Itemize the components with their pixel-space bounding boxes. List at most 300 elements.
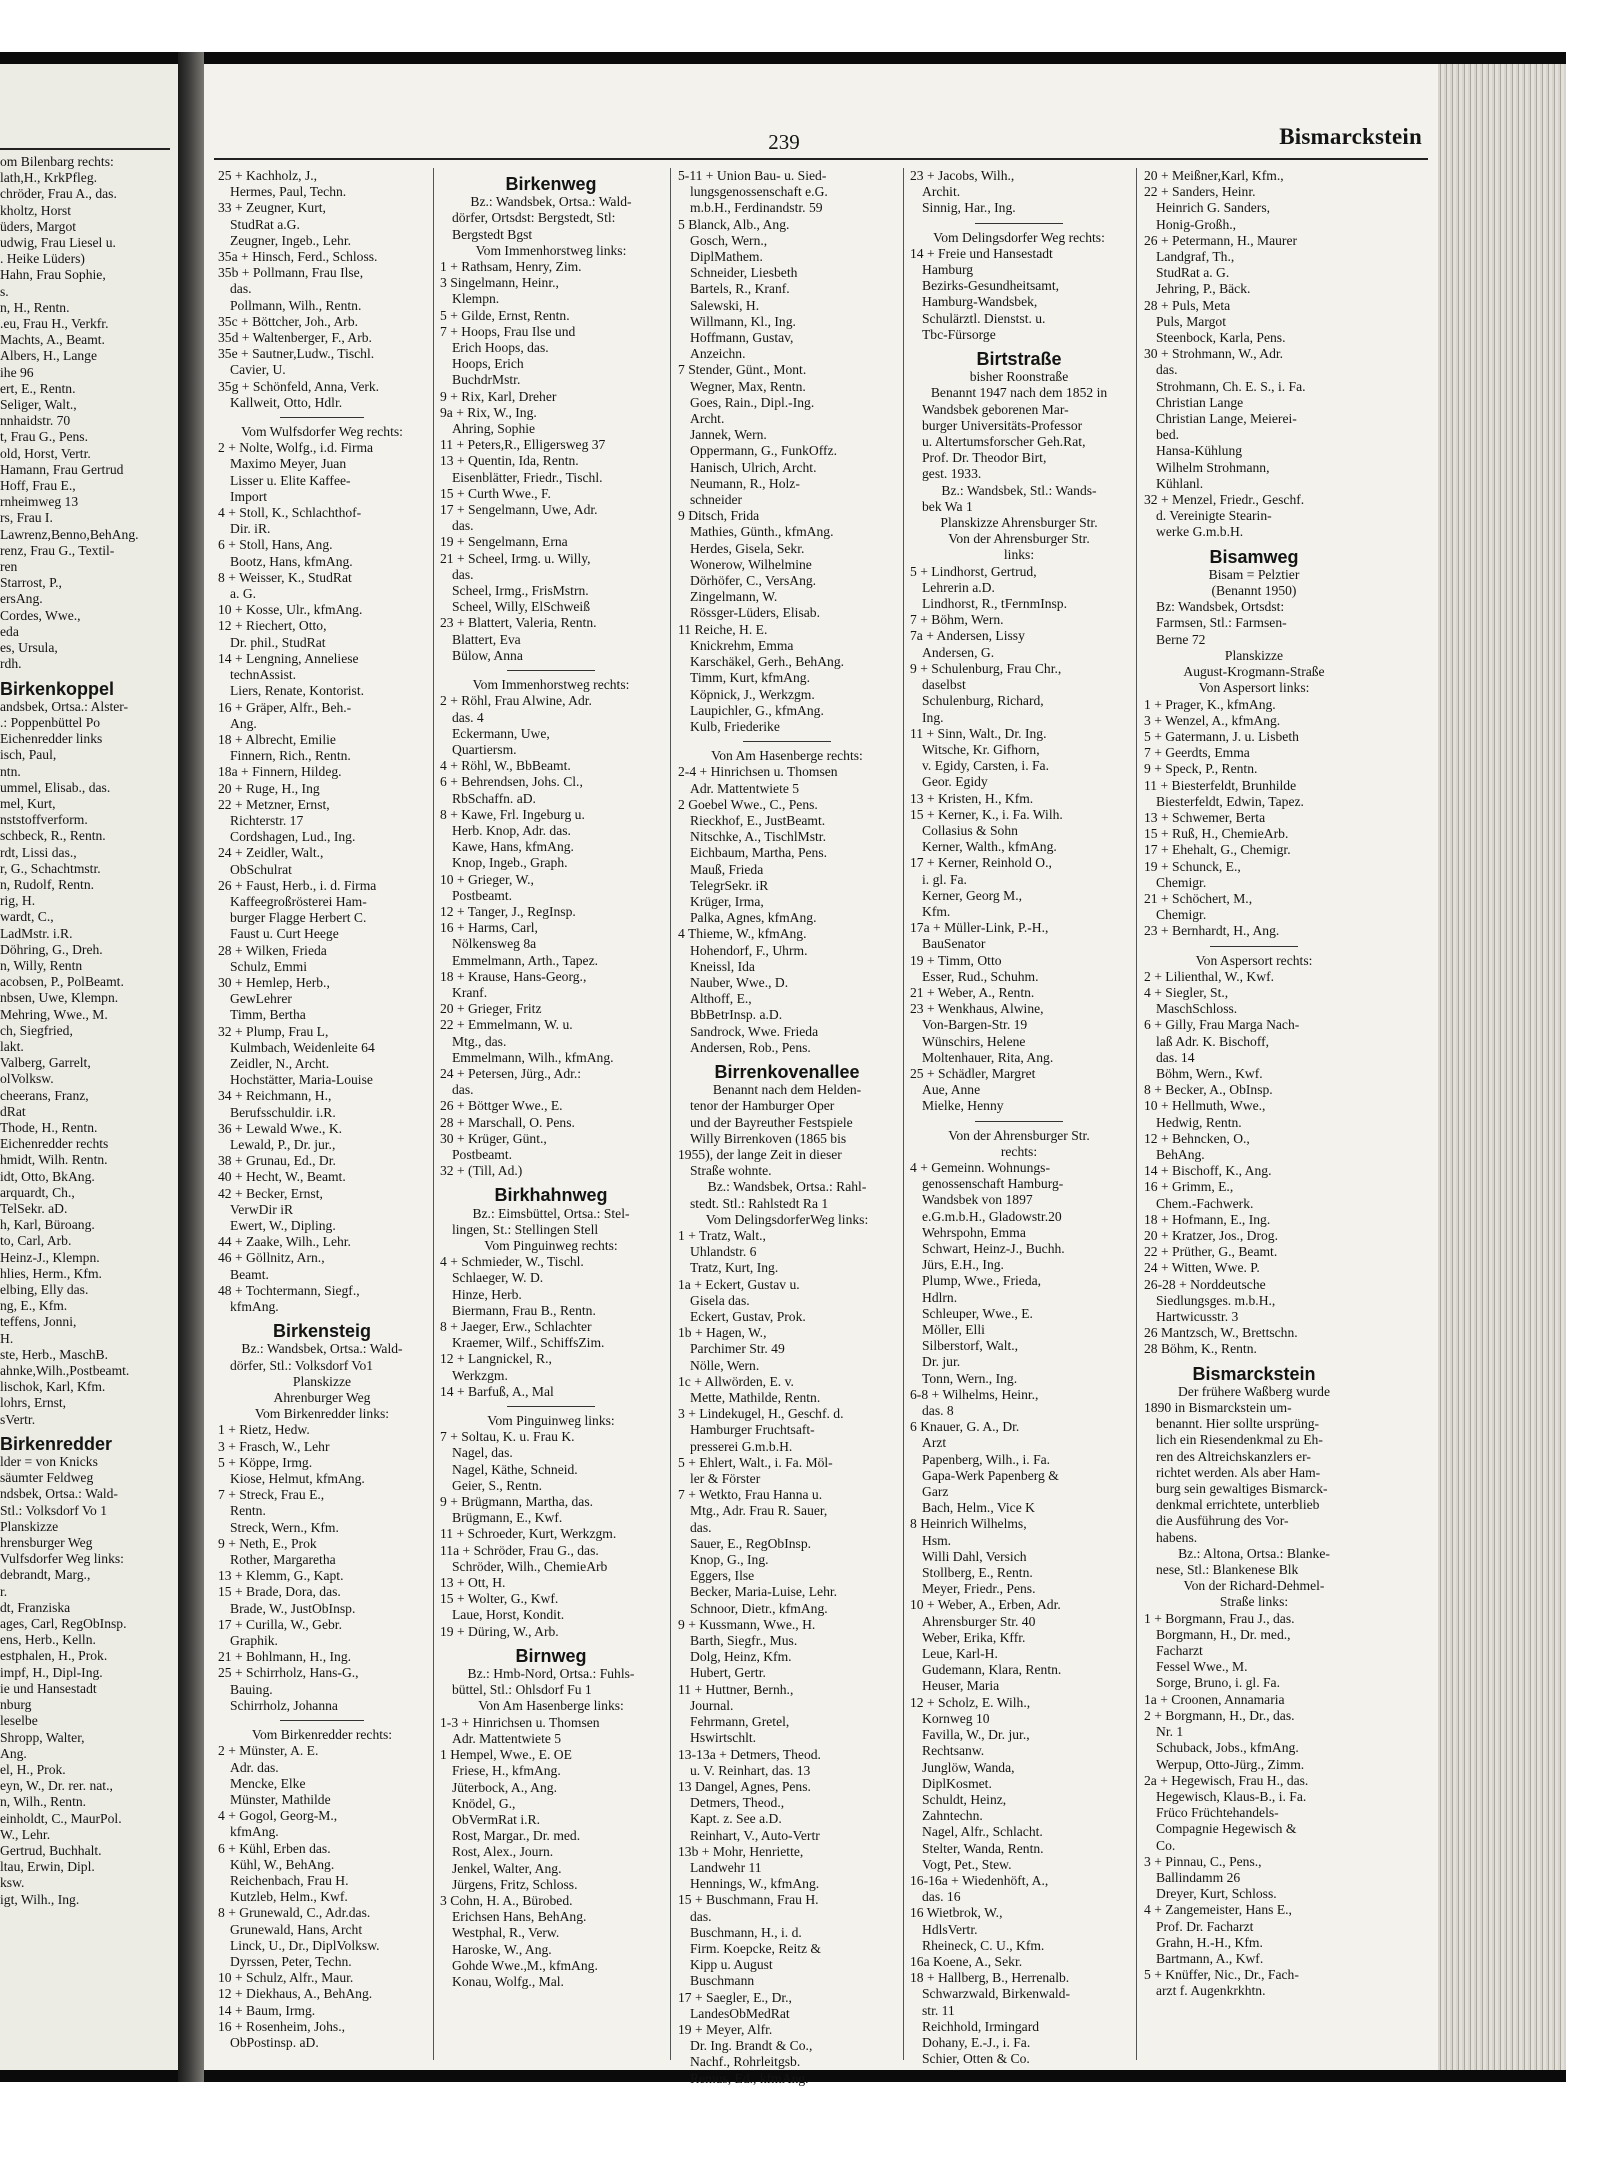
- directory-entry: 2 + Münster, A. E.: [218, 1743, 319, 1759]
- directory-entry: daselbst: [922, 677, 966, 693]
- directory-entry: Zingelmann, W.: [690, 589, 778, 605]
- directory-entry: Lawrenz,Benno,BehAng.: [0, 526, 139, 542]
- directory-entry: Tonn, Wern., Ing.: [922, 1370, 1018, 1386]
- directory-entry: 2 + Röhl, Frau Alwine, Adr.: [440, 693, 592, 709]
- directory-entry: Wonerow, Wilhelmine: [690, 556, 812, 572]
- directory-entry: Hegewisch, Klaus-B., i. Fa.: [1156, 1788, 1307, 1804]
- directory-entry: ndsbek, Ortsa.: Wald-: [0, 1486, 118, 1502]
- directory-entry: Mehring, Wwe., M.: [0, 1006, 108, 1022]
- directory-entry: ntn.: [0, 763, 21, 779]
- directory-entry: nbsen, Uwe, Klempn.: [0, 990, 119, 1006]
- directory-entry: 21 + Schöchert, M.,: [1144, 890, 1253, 906]
- directory-entry: Von Am Hasenberge links:: [478, 1698, 624, 1714]
- directory-entry: 35e + Sautner,Ludw., Tischl.: [218, 346, 375, 362]
- directory-entry: Mette, Mathilde, Rentn.: [690, 1390, 821, 1406]
- directory-entry: Sauer, E., RegObInsp.: [690, 1535, 812, 1551]
- directory-entry: Christian Lange, Meierei-: [1156, 411, 1297, 427]
- directory-entry: h, Karl, Büroang.: [0, 1217, 95, 1233]
- directory-entry: Friese, H., kfmAng.: [452, 1763, 561, 1779]
- directory-entry: denkmal errichtete, unterblieb: [1156, 1497, 1320, 1513]
- directory-entry: 9 + Brügmann, Martha, das.: [440, 1494, 594, 1510]
- directory-entry: 13 + Klemm, G., Kapt.: [218, 1568, 344, 1584]
- directory-entry: Hubert, Gertr.: [690, 1665, 766, 1681]
- directory-entry: Junglöw, Wanda,: [922, 1759, 1015, 1775]
- directory-entry: Liers, Renate, Kontorist.: [230, 683, 365, 699]
- directory-entry: Vom Delingsdorfer Weg rechts:: [933, 229, 1105, 245]
- left-page-rule: [0, 148, 170, 150]
- directory-entry: Klempn.: [452, 291, 500, 307]
- book-spine: [178, 52, 204, 2082]
- directory-entry: 33 + Zeugner, Kurt,: [218, 200, 326, 216]
- directory-entry: Kerner, Walth., kfmAng.: [922, 839, 1057, 855]
- directory-entry: bisher Roonstraße: [969, 369, 1069, 385]
- directory-entry: MaschSchloss.: [1156, 1001, 1238, 1017]
- directory-entry: Nagel, Käthe, Schneid.: [452, 1461, 578, 1477]
- directory-entry: Thode, H., Rentn.: [0, 1119, 98, 1135]
- directory-entry: Postbeamt.: [452, 1146, 513, 1162]
- directory-entry: 11a + Schröder, Frau G., das.: [440, 1542, 599, 1558]
- running-head: Bismarckstein: [1279, 124, 1422, 149]
- directory-entry: Dyrssen, Peter, Techn.: [230, 1953, 352, 1969]
- directory-entry: Landwehr 11: [690, 1859, 762, 1875]
- directory-entry: u. V. Reinhart, das. 13: [690, 1762, 811, 1778]
- directory-entry: Erich Hoops, das.: [452, 340, 549, 356]
- directory-entry: Meyer, Friedr., Pens.: [922, 1581, 1036, 1597]
- directory-entry: Kallweit, Otto, Hdlr.: [230, 394, 343, 410]
- directory-entry: 8 + Kawe, Frl. Ingeburg u.: [440, 806, 585, 822]
- directory-entry: Jenkel, Walter, Ang.: [452, 1860, 562, 1876]
- directory-entry: Laue, Horst, Kondit.: [452, 1607, 565, 1623]
- directory-entry: schbeck, R., Rentn.: [0, 828, 106, 844]
- directory-entry: Hochstätter, Maria-Louise: [230, 1072, 373, 1088]
- directory-entry: 35a + Hinsch, Ferd., Schloss.: [218, 249, 378, 265]
- directory-entry: 2 Goebel Wwe., C., Pens.: [678, 796, 818, 812]
- directory-entry: e.G.m.b.H., Gladowstr.20: [922, 1208, 1062, 1224]
- directory-entry: Vom Birkenredder links:: [254, 1406, 390, 1422]
- directory-entry: u. Altertumsforscher Geh.Rat,: [922, 434, 1086, 450]
- directory-entry: Willi Dahl, Versich: [922, 1548, 1027, 1564]
- directory-entry: Scheel, Irmg., FrisMstrn.: [452, 583, 589, 599]
- directory-entry: Palka, Agnes, kfmAng.: [690, 910, 817, 926]
- directory-entry: Beamt.: [230, 1266, 269, 1282]
- section-divider: [743, 741, 830, 742]
- directory-entry: Ballindamm 26: [1156, 1869, 1241, 1885]
- page-number: 239: [768, 130, 800, 154]
- directory-entry: hmidt, Wilh. Rentn.: [0, 1152, 108, 1168]
- directory-entry: ste, Herb., MaschB.: [0, 1346, 108, 1362]
- directory-entry: Schulenburg, Richard,: [922, 693, 1044, 709]
- directory-entry: technAssist.: [230, 667, 297, 683]
- directory-entry: lakt.: [0, 1038, 24, 1054]
- directory-entry: Jürs, E.H., Ing.: [922, 1257, 1004, 1273]
- directory-entry: Buschmann, H., i. d.: [690, 1924, 802, 1940]
- directory-entry: Schier, Otten & Co.: [922, 2051, 1030, 2067]
- directory-entry: 3 Singelmann, Heinr.,: [440, 275, 559, 291]
- directory-entry: 2 + Borgmann, H., Dr., das.: [1144, 1707, 1295, 1723]
- directory-entry: Kfm.: [922, 903, 951, 919]
- directory-entry: igt, Wilh., Ing.: [0, 1891, 80, 1907]
- column-5: [1144, 168, 1364, 2060]
- directory-entry: Nagel, Alfr., Schlacht.: [922, 1824, 1043, 1840]
- directory-entry: Kipp u. August: [690, 1957, 773, 1973]
- directory-entry: 16 + Grimm, E.,: [1144, 1179, 1234, 1195]
- street-heading: Birkhahnweg: [494, 1185, 608, 1206]
- directory-entry: 7 Stender, Günt., Mont.: [678, 362, 807, 378]
- directory-entry: Silberstorf, Walt.,: [922, 1338, 1019, 1354]
- directory-entry: Adr. das.: [230, 1759, 279, 1775]
- directory-entry: 16-16a + Wiedenhöft, A.,: [910, 1872, 1049, 1888]
- directory-entry: 20 + Ruge, H., Ing: [218, 780, 320, 796]
- directory-entry: und der Bayreuther Festspiele: [690, 1114, 853, 1130]
- directory-entry: lath,H., KrkPfleg.: [0, 170, 98, 186]
- directory-entry: Wandsbek geborenen Mar-: [922, 401, 1069, 417]
- directory-entry: 7 + Hoops, Frau Ilse und: [440, 323, 576, 339]
- directory-entry: 2-4 + Hinrichsen u. Thomsen: [678, 764, 838, 780]
- directory-entry: Shropp, Walter,: [0, 1729, 85, 1745]
- directory-entry: Benannt nach dem Helden-: [712, 1082, 862, 1098]
- directory-entry: Herb. Knop, Adr. das.: [452, 822, 571, 838]
- directory-entry: Tratz, Kurt, Ing.: [690, 1260, 779, 1276]
- directory-entry: 17 + Saegler, E., Dr.,: [678, 1989, 792, 2005]
- directory-entry: StudRat a. G.: [1156, 265, 1230, 281]
- directory-entry: 18 + Hofmann, E., Ing.: [1144, 1211, 1271, 1227]
- directory-entry: Lisser u. Elite Kaffee-: [230, 472, 351, 488]
- directory-entry: Dir. iR.: [230, 521, 271, 537]
- directory-page: [204, 64, 1438, 2086]
- directory-entry: Rost, Margar., Dr. med.: [452, 1828, 581, 1844]
- directory-entry: Hanisch, Ulrich, Archt.: [690, 459, 817, 475]
- directory-entry: Berufsschuldir. i.R.: [230, 1104, 336, 1120]
- directory-entry: dt, Franziska: [0, 1599, 71, 1615]
- directory-entry: 8 + Jaeger, Erw., Schlachter: [440, 1319, 592, 1335]
- directory-entry: Reinhart, V., Auto-Vertr: [690, 1827, 820, 1843]
- directory-entry: n, H., Rentn.: [0, 299, 70, 315]
- directory-entry: Prof. Dr. Facharzt: [1156, 1918, 1254, 1934]
- directory-entry: Rentn.: [230, 1503, 266, 1519]
- directory-entry: das.: [230, 281, 252, 297]
- directory-entry: Seliger, Walt.,: [0, 397, 77, 413]
- directory-entry: 20 + Grieger, Fritz: [440, 1001, 542, 1017]
- directory-entry: Brügmann, E., Kwf.: [452, 1510, 563, 1526]
- directory-entry: Puls, Margot: [1156, 313, 1226, 329]
- directory-entry: el, H., Prok.: [0, 1761, 66, 1777]
- directory-entry: Kawe, Hans, kfmAng.: [452, 839, 574, 855]
- directory-entry: bed.: [1156, 427, 1180, 443]
- directory-entry: Von der Richard-Dehmel-: [1183, 1578, 1325, 1594]
- directory-entry: Mielke, Henny: [922, 1098, 1004, 1114]
- directory-entry: DiplMathem.: [690, 249, 763, 265]
- directory-entry: Heinz-J., Klempn.: [0, 1249, 100, 1265]
- directory-entry: Kiose, Helmut, kfmAng.: [230, 1471, 365, 1487]
- column-divider: [1136, 168, 1137, 2060]
- directory-entry: 12 + Langnickel, R.,: [440, 1351, 552, 1367]
- directory-entry: HdlsVertr.: [922, 1921, 978, 1937]
- directory-entry: 5 + Knüffer, Nic., Dr., Fach-: [1144, 1967, 1299, 1983]
- directory-entry: Benannt 1947 nach dem 1852 in: [930, 385, 1108, 401]
- directory-entry: Köpnick, J., Werkzgm.: [690, 686, 815, 702]
- directory-entry: das.: [452, 566, 474, 582]
- directory-entry: 32 + Plump, Frau L,: [218, 1023, 329, 1039]
- directory-entry: Kulb, Friederike: [690, 718, 780, 734]
- directory-entry: Rost, Alex., Journ.: [452, 1844, 554, 1860]
- directory-entry: Bz.: Eimsbüttel, Ortsa.: Stel-: [472, 1205, 630, 1221]
- directory-entry: 13 + Kristen, H., Kfm.: [910, 790, 1034, 806]
- directory-entry: Hamburg: [922, 262, 974, 278]
- directory-entry: das.: [690, 1519, 712, 1535]
- directory-entry: Biermann, Frau B., Rentn.: [452, 1302, 596, 1318]
- directory-entry: 2a + Hegewisch, Frau H., das.: [1144, 1772, 1309, 1788]
- directory-entry: genossenschaft Hamburg-: [922, 1176, 1064, 1192]
- directory-entry: Heinrich G. Sanders,: [1156, 200, 1271, 216]
- directory-entry: Graphik.: [230, 1633, 278, 1649]
- directory-entry: Haroske, W., Ang.: [452, 1941, 552, 1957]
- directory-entry: Hartwicusstr. 3: [1156, 1309, 1239, 1325]
- directory-entry: Hinze, Herb.: [452, 1286, 522, 1302]
- directory-entry: Streck, Wern., Kfm.: [230, 1519, 339, 1535]
- directory-entry: Quartiersm.: [452, 741, 517, 757]
- directory-entry: ren: [0, 559, 18, 575]
- directory-entry: Erichsen Hans, BehAng.: [452, 1909, 587, 1925]
- directory-entry: 38 + Grunau, Ed., Dr.: [218, 1153, 336, 1169]
- directory-entry: 25 + Schirrholz, Hans-G.,: [218, 1665, 359, 1681]
- directory-entry: Wandsbek von 1897: [922, 1192, 1033, 1208]
- directory-entry: 13 + Quentin, Ida, Rentn.: [440, 453, 579, 469]
- directory-entry: Strohmann, Ch. E. S., i. Fa.: [1156, 378, 1306, 394]
- directory-entry: hlies, Herm., Kfm.: [0, 1265, 102, 1281]
- directory-entry: n, Wilh., Rentn.: [0, 1794, 87, 1810]
- directory-entry: 30 + Strohmann, W., Adr.: [1144, 346, 1284, 362]
- directory-entry: impf, H., Dipl-Ing.: [0, 1664, 103, 1680]
- directory-entry: nburg: [0, 1697, 32, 1713]
- directory-entry: Bartmann, A., Kwf.: [1156, 1950, 1264, 1966]
- directory-entry: Farmsen, Stl.: Farmsen-: [1156, 615, 1287, 631]
- directory-entry: Vom Pinguinweg links:: [487, 1413, 615, 1429]
- directory-entry: rig, H.: [0, 893, 36, 909]
- directory-entry: r, G., Schachtmstr.: [0, 860, 101, 876]
- directory-entry: 18a + Finnern, Hildeg.: [218, 764, 342, 780]
- directory-entry: Döhring, G., Dreh.: [0, 941, 103, 957]
- directory-entry: einholdt, C., MaurPol.: [0, 1810, 122, 1826]
- directory-entry: Von der Ahrensburger Str.: [948, 531, 1090, 547]
- directory-entry: Schwart, Heinz-J., Buchh.: [922, 1241, 1065, 1256]
- directory-entry: Hdlrn.: [922, 1289, 958, 1305]
- directory-entry: 1a + Croonen, Annamaria: [1144, 1691, 1285, 1707]
- directory-entry: mel, Kurt,: [0, 795, 56, 811]
- directory-entry: lich ein Riesendenkmal zu Eh-: [1156, 1432, 1323, 1448]
- directory-entry: 15 + Buschmann, Frau H.: [678, 1892, 819, 1908]
- directory-entry: Vom Immenhorstweg rechts:: [472, 677, 630, 693]
- directory-entry: Vom Pinguinweg rechts:: [484, 1238, 618, 1253]
- directory-entry: 4 + Stoll, K., Schlachthof-: [218, 505, 362, 521]
- directory-entry: olVolksw.: [0, 1071, 54, 1087]
- directory-entry: wardt, C.,: [0, 909, 54, 925]
- directory-entry: 10 + Grieger, W.,: [440, 871, 534, 887]
- directory-entry: Papenberg, Wilh., i. Fa.: [922, 1451, 1051, 1467]
- directory-entry: Reichhold, Irmingard: [922, 2018, 1040, 2034]
- directory-entry: Wegner, Max, Rentn.: [690, 378, 806, 394]
- directory-entry: Garz: [922, 1484, 949, 1500]
- directory-entry: 6 + Gilly, Frau Marga Nach-: [1144, 1017, 1300, 1033]
- directory-entry: August-Krogmann-Straße: [1183, 664, 1325, 680]
- directory-entry: Eisenblätter, Friedr., Tischl.: [452, 469, 603, 485]
- directory-entry: Oppermann, G., FunkOffz.: [690, 443, 837, 459]
- directory-entry: 1 + Borgmann, Frau J., das.: [1144, 1610, 1295, 1626]
- directory-entry: 5 + Gilde, Ernst, Rentn.: [440, 307, 570, 323]
- directory-entry: kholtz, Horst: [0, 202, 71, 218]
- directory-entry: das.: [690, 1908, 712, 1924]
- directory-entry: 1890 in Bismarckstein um-: [1144, 1400, 1292, 1416]
- directory-entry: 16 Wietbrok, W.,: [910, 1905, 1003, 1921]
- directory-entry: 13 Dangel, Agnes, Pens.: [678, 1778, 811, 1794]
- directory-entry: Lewald, P., Dr. jur.,: [230, 1136, 336, 1152]
- directory-entry: ie und Hansestadt: [0, 1680, 97, 1696]
- directory-entry: 25 + Schädler, Margret: [910, 1065, 1036, 1081]
- directory-entry: 11 Reiche, H. E.: [678, 621, 768, 637]
- directory-entry: 3 Cohn, H. A., Bürobed.: [440, 1892, 573, 1908]
- directory-entry: 7 + Geerdts, Emma: [1144, 745, 1250, 761]
- directory-entry: säumter Feldweg: [0, 1470, 94, 1486]
- directory-entry: ren des Altreichskanzlers er-: [1156, 1448, 1311, 1464]
- directory-entry: BehAng.: [1156, 1146, 1205, 1162]
- directory-entry: 15 + Ruß, H., ChemieArb.: [1144, 826, 1289, 842]
- directory-entry: Werpup, Otto-Jürg., Zimm.: [1156, 1756, 1305, 1772]
- directory-entry: Borgmann, H., Dr. med.,: [1156, 1626, 1291, 1642]
- page-edge: [1438, 64, 1566, 2070]
- directory-entry: 1a + Eckert, Gustav u.: [678, 1276, 800, 1292]
- directory-entry: 20 + Meißner,Karl, Kfm.,: [1144, 168, 1284, 183]
- directory-entry: Planskizze: [1224, 647, 1284, 663]
- directory-entry: rdh.: [0, 656, 22, 672]
- directory-entry: cheerans, Franz,: [0, 1087, 89, 1103]
- directory-entry: 6 + Behrendsen, Johs. Cl.,: [440, 774, 583, 790]
- directory-entry: Ang.: [230, 715, 257, 731]
- directory-entry: 2 + Nolte, Wolfg., i.d. Firma: [218, 440, 374, 456]
- directory-entry: Heuser, Maria: [922, 1678, 1000, 1694]
- directory-entry: Hahn, Frau Sophie,: [0, 267, 106, 283]
- directory-entry: 35g + Schönfeld, Anna, Verk.: [218, 378, 380, 394]
- directory-entry: 8 Heinrich Wilhelms,: [910, 1516, 1027, 1532]
- directory-entry: Anzeichn.: [690, 346, 746, 362]
- directory-entry: nststoffverform.: [0, 812, 88, 828]
- column-4: [910, 168, 1128, 2067]
- directory-entry: büttel, Stl.: Ohlsdorf Fu 1: [452, 1682, 592, 1698]
- left-page: [0, 64, 178, 2070]
- directory-entry: 7 + Wetkto, Frau Hanna u.: [678, 1487, 823, 1503]
- directory-entry: Arzt: [922, 1435, 947, 1451]
- directory-entry: Witsche, Kr. Gifhorn,: [922, 741, 1040, 757]
- directory-entry: udwig, Frau Liesel u.: [0, 235, 116, 251]
- directory-entry: GewLehrer: [230, 991, 292, 1007]
- directory-entry: tenor der Hamburger Oper: [690, 1098, 835, 1114]
- directory-entry: andsbek, Ortsa.: Alster-: [0, 698, 129, 714]
- directory-entry: Prof. Dr. Theodor Birt,: [922, 450, 1047, 466]
- directory-entry: Willy Birrenkoven (1865 bis: [690, 1130, 847, 1146]
- directory-entry: Eckert, Gustav, Prok.: [690, 1309, 806, 1325]
- directory-entry: Richterstr. 17: [230, 812, 304, 828]
- directory-entry: ltau, Erwin, Dipl.: [0, 1859, 95, 1875]
- directory-entry: Willmann, Kl., Ing.: [690, 313, 796, 329]
- directory-entry: 28 + Wilken, Frieda: [218, 942, 327, 958]
- directory-entry: Planskizze: [292, 1373, 352, 1389]
- directory-entry: ng, E., Kfm.: [0, 1298, 68, 1314]
- directory-entry: Ahrenburger Weg: [273, 1390, 371, 1406]
- directory-entry: Gudemann, Klara, Rentn.: [922, 1662, 1062, 1678]
- directory-entry: 28 + Marschall, O. Pens.: [440, 1114, 575, 1130]
- directory-entry: Co.: [1156, 1837, 1176, 1853]
- directory-entry: lohrs, Ernst,: [0, 1395, 67, 1411]
- directory-entry: t, Frau G., Pens.: [0, 429, 88, 445]
- directory-entry: 9 + Rix, Karl, Dreher: [440, 388, 557, 404]
- section-divider: [1210, 946, 1298, 947]
- directory-entry: Adr. Mattentwiete 5: [690, 780, 800, 796]
- directory-entry: ens, Herb., Kelln.: [0, 1632, 96, 1648]
- directory-entry: 8 + Weisser, K., StudRat: [218, 569, 352, 585]
- directory-entry: burger Universitäts-Professor: [922, 417, 1083, 433]
- directory-entry: Fessel Wwe., M.: [1156, 1659, 1248, 1675]
- directory-entry: 4 + Gemeinn. Wohnungs-: [910, 1159, 1050, 1175]
- directory-entry: Hansa-Kühlung: [1156, 443, 1243, 459]
- column-divider: [670, 168, 671, 2060]
- directory-entry: 24 + Zeidler, Walt.,: [218, 845, 324, 861]
- directory-entry: Fehrmann, Gretel,: [690, 1714, 790, 1730]
- directory-entry: Siedlungsges. m.b.H.,: [1156, 1292, 1276, 1308]
- left-page-text: [0, 154, 178, 1908]
- directory-entry: richtet werden. Als aber Ham-: [1156, 1464, 1321, 1480]
- directory-entry: Hedwig, Rentn.: [1156, 1114, 1242, 1130]
- directory-entry: 15 + Wolter, G., Kwf.: [440, 1591, 559, 1607]
- section-divider: [280, 417, 363, 418]
- directory-entry: Archt.: [690, 411, 725, 427]
- directory-entry: n, Rudolf, Rentn.: [0, 876, 95, 892]
- directory-entry: Vogt, Pet., Stew.: [922, 1856, 1012, 1872]
- directory-entry: Schuback, Jobs., kfmAng.: [1156, 1740, 1299, 1756]
- directory-entry: 26 + Petermann, H., Maurer: [1144, 232, 1298, 248]
- directory-entry: n, Willy, Rentn: [0, 957, 83, 973]
- street-heading: Birkenweg: [505, 174, 597, 194]
- directory-entry: Schulz, Emmi: [230, 958, 308, 974]
- directory-entry: Bülow, Anna: [452, 647, 523, 663]
- directory-entry: Bartels, R., Kranf.: [690, 281, 790, 297]
- directory-entry: Vom DelingsdorferWeg links:: [705, 1211, 869, 1227]
- directory-entry: kfmAng.: [230, 1299, 279, 1315]
- directory-entry: 17 + Ehehalt, G., Chemigr.: [1144, 842, 1291, 858]
- directory-entry: Machts, A., Beamt.: [0, 332, 105, 348]
- directory-entry: Krüger, Irma,: [690, 893, 764, 909]
- directory-entry: 17a + Müller-Link, P.-H.,: [910, 920, 1049, 936]
- directory-entry: 5 + Gatermann, J. u. Lisbeth: [1144, 728, 1299, 744]
- directory-entry: Hohendorf, F., Uhrm.: [690, 942, 808, 958]
- directory-entry: 11 + Sinn, Walt., Dr. Ing.: [910, 725, 1047, 741]
- directory-entry: Rheineck, C. U., Kfm.: [922, 1937, 1045, 1953]
- directory-entry: 7a + Andersen, Lissy: [910, 628, 1025, 644]
- directory-entry: rechts:: [1000, 1143, 1038, 1159]
- directory-entry: Dreyer, Kurt, Schloss.: [1156, 1886, 1277, 1902]
- directory-entry: 21 + Bohlmann, H., Ing.: [218, 1649, 352, 1665]
- directory-entry: Gohde Wwe.,M., kfmAng.: [452, 1957, 598, 1973]
- directory-entry: Esser, Rud., Schuhm.: [922, 968, 1039, 984]
- directory-entry: es, Ursula,: [0, 640, 58, 656]
- directory-entry: Scheel, Willy, ElSchweiß: [452, 599, 591, 615]
- directory-entry: LadMstr. i.R.: [0, 925, 73, 941]
- directory-entry: lungsgenossenschaft e.G.: [690, 184, 828, 200]
- directory-entry: rnheimweg 13: [0, 494, 79, 510]
- directory-entry: 28 Böhm, K., Rentn.: [1144, 1341, 1257, 1357]
- directory-entry: 25 + Kachholz, J.,: [218, 168, 318, 183]
- directory-entry: ObPostinsp. aD.: [230, 2034, 319, 2050]
- directory-entry: Honig-Großh.,: [1156, 216, 1237, 232]
- directory-entry: 6 + Kühl, Erben das.: [218, 1840, 331, 1856]
- directory-entry: burg sein gewaltiges Bismarck-: [1156, 1481, 1328, 1497]
